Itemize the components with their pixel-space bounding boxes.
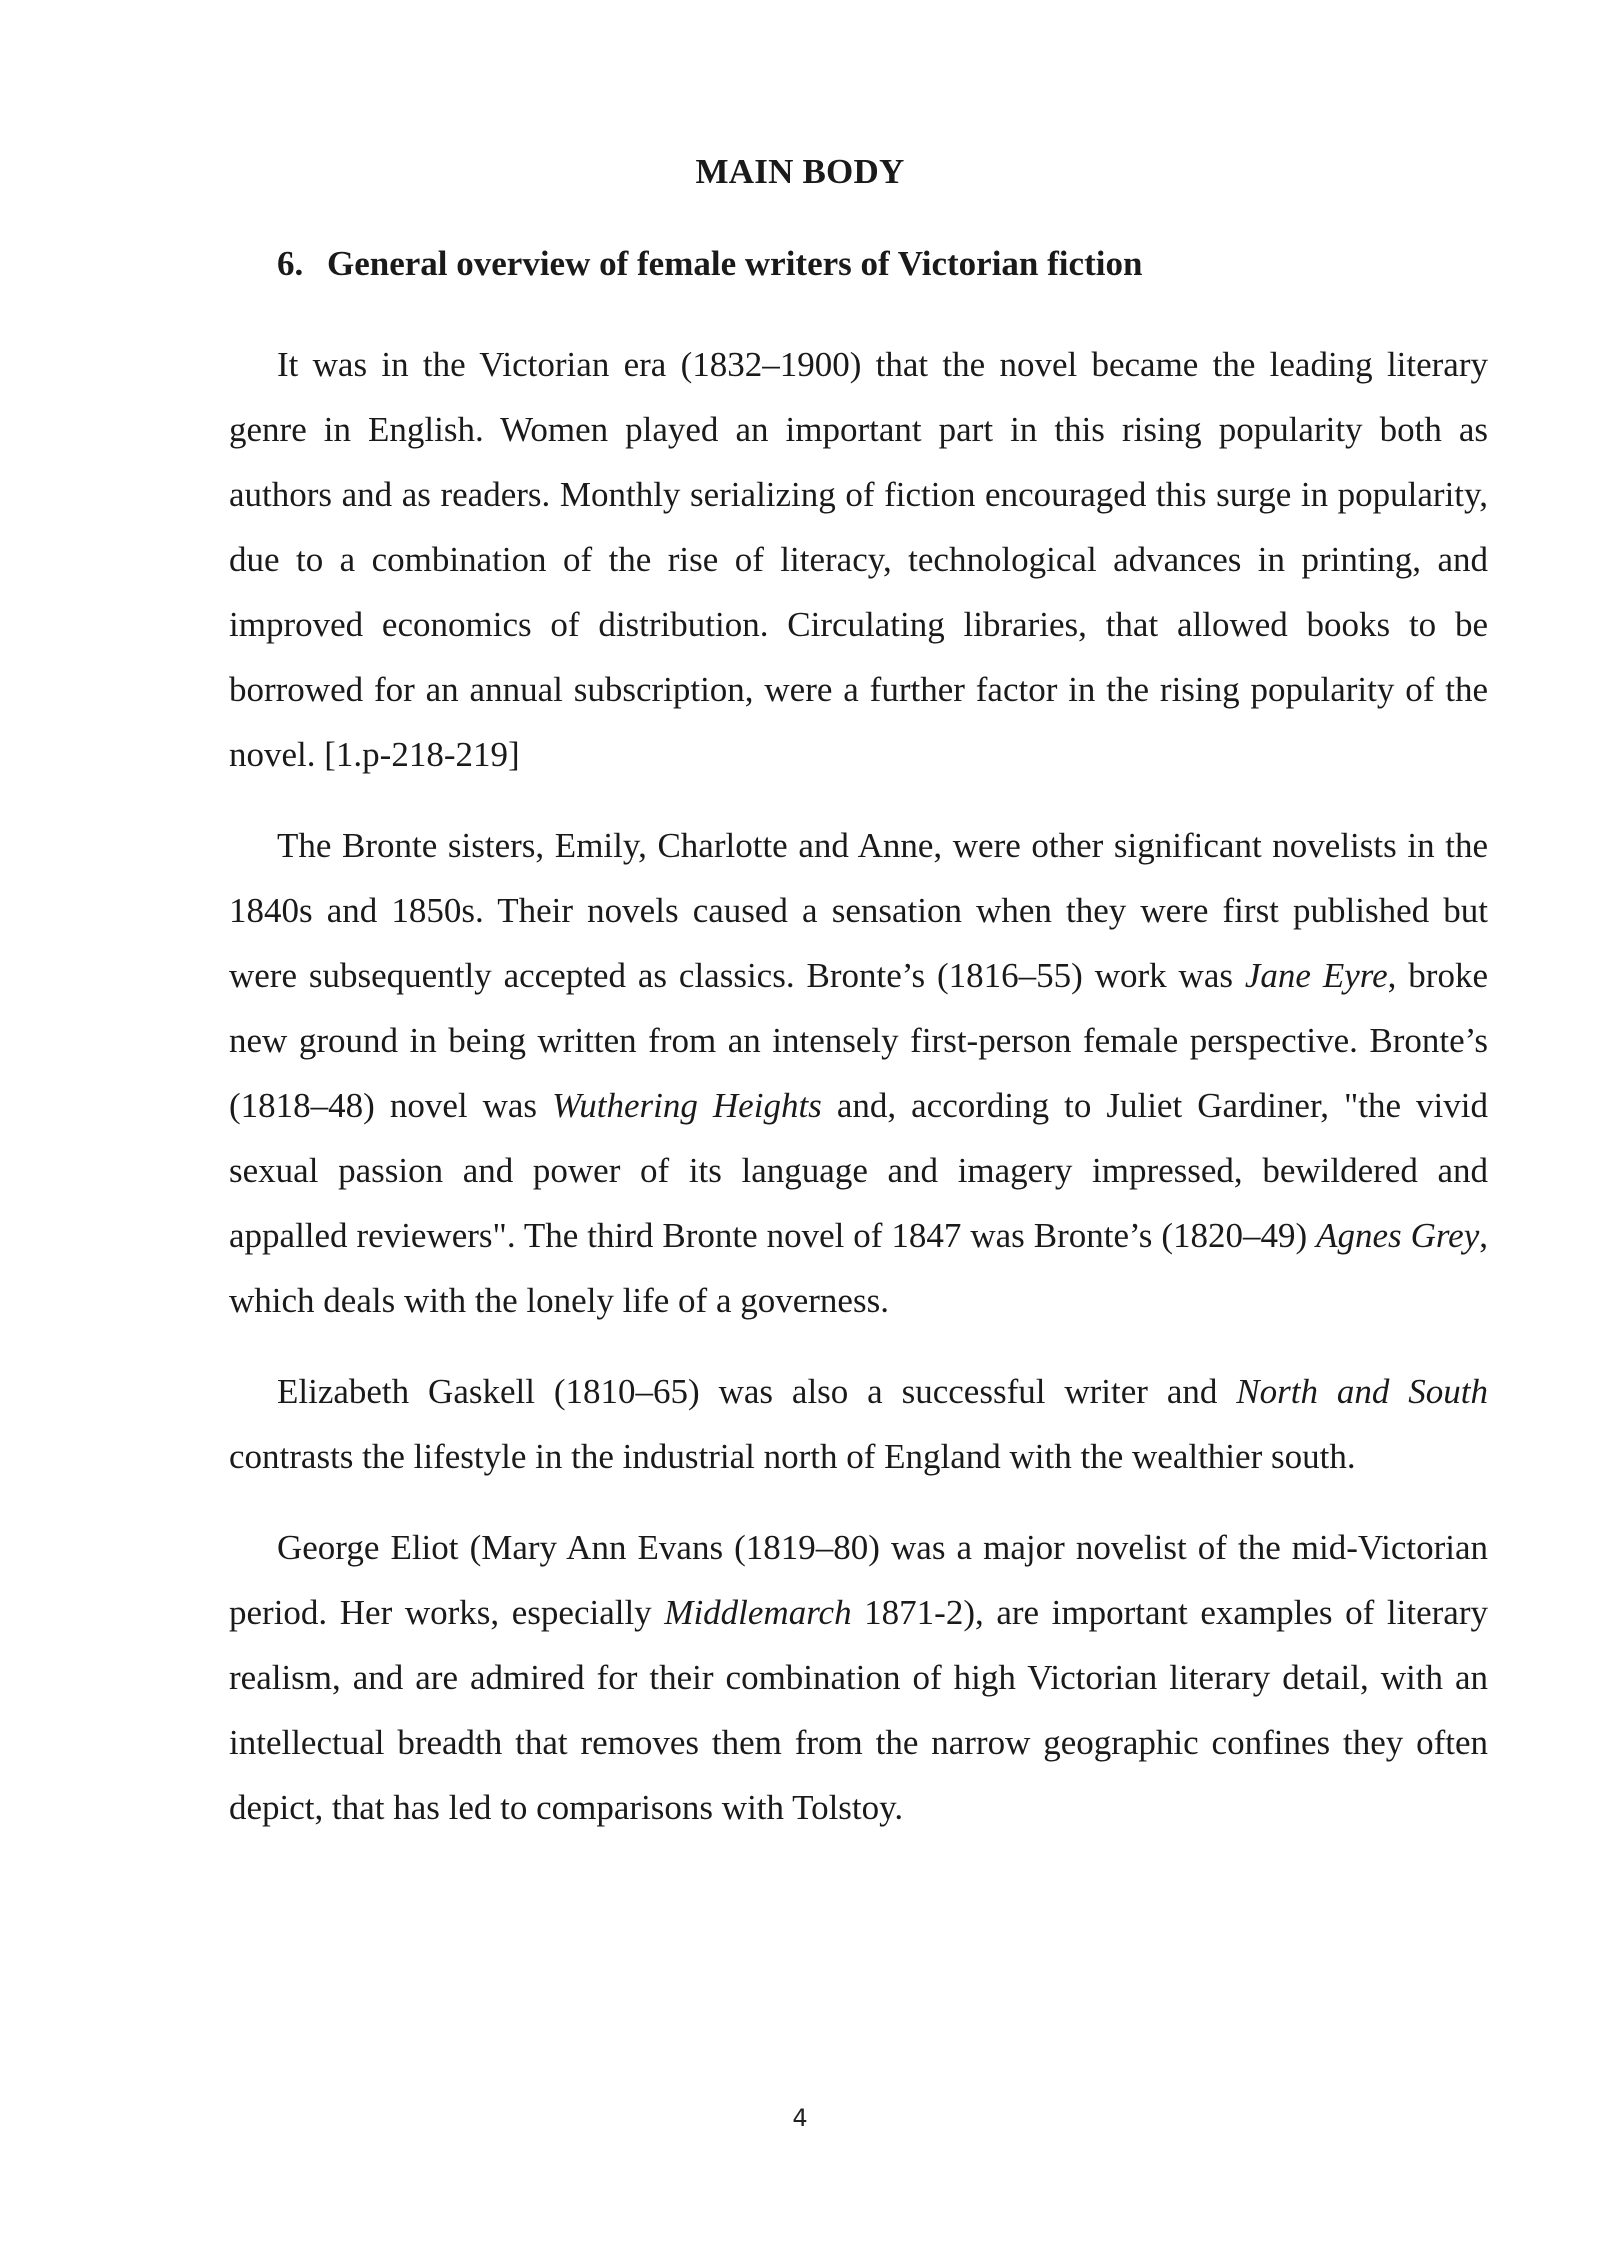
book-title-jane-eyre: Jane Eyre — [1244, 956, 1388, 995]
text-span: and, according to Juliet Gardiner, "the vivid sexual passion and power of its language and imagery impressed, bewildered and appalled reviewers". The third Bronte novel of 1847 was Bronte’s (1820–49) — [229, 1086, 1488, 1255]
main-title: MAIN BODY — [695, 152, 905, 191]
book-title-wuthering-heights: Wuthering Heights — [552, 1086, 822, 1125]
text-span: Elizabeth Gaskell (1810–65) was also a successful writer and — [277, 1372, 1237, 1411]
book-title-north-and-south: North and South — [1236, 1372, 1488, 1411]
body-text — [229, 332, 1488, 1866]
paragraph-bronte-sisters — [229, 813, 1488, 1333]
text-span: 1871-2), are important examples of literary realism, and are admired for their combination of high Victorian literary detail, with an intellectual breadth that removes them from the narrow geographic confines they often depict, that has led to comparisons with Tolstoy. — [229, 1593, 1488, 1827]
book-title-middlemarch: Middlemarch — [664, 1593, 852, 1632]
section-number: 6. — [277, 244, 304, 283]
text-span: contrasts the lifestyle in the industrial north of England with the wealthier south. — [229, 1437, 1356, 1476]
page-number: 4 — [792, 2104, 808, 2132]
paragraph-gaskell — [229, 1359, 1488, 1489]
book-title-agnes-grey: Agnes Grey — [1316, 1216, 1480, 1255]
paragraph-victorian-novel: It was in the Victorian era (1832–1900) that the novel became the leading literary genre in English. Women played an important part in this rising popularity both as authors and as readers. Monthly serializing of fiction encouraged this surge in popularity, due to a combination of the rise of literacy, technological advances in printing, and improved economics of distribution. Circulating libraries, that allowed books to be borrowed for an annual subscription, were a further factor in the rising popularity of the novel. [1.p-218-219] — [229, 345, 1488, 774]
text-span: George Eliot (Mary Ann Evans (1819–80) was a major novelist of the mid-Victorian period. Her works, especially — [229, 1528, 1488, 1632]
text-span: , which deals with the lonely life of a governess. — [229, 1216, 1489, 1320]
text-span: The Bronte sisters, Emily, Charlotte and Anne, were other significant novelists in the 1840s and 1850s. Their novels caused a sensation when they were first published but were subsequently accepted as classics. Bronte’s (1816–55) work was — [229, 826, 1488, 995]
section-heading — [277, 244, 1377, 284]
paragraph-george-eliot — [229, 1515, 1488, 1840]
section-title: General overview of female writers of Victorian fiction — [327, 244, 1143, 283]
text-span: , broke new ground in being written from an intensely first-person female perspective. Bronte’s (1818–48) novel was — [229, 956, 1488, 1125]
